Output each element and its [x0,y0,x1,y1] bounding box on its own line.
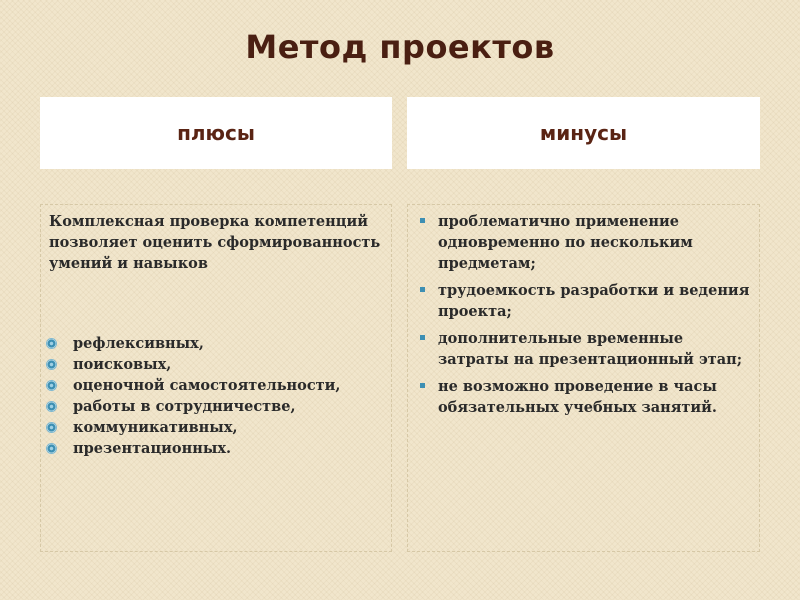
list-item-text: оценочной самостоятельности, [73,377,341,394]
gear-bullet-icon [47,402,56,411]
square-bullet-icon [420,287,425,292]
list-item [418,211,750,274]
list-item-text: презентационных. [73,440,232,457]
list-item [418,280,750,322]
page-title: Метод проектов [245,28,555,66]
list-item [47,354,377,375]
pros-header-label: плюсы [177,121,255,145]
pros-header [40,97,392,169]
list-item-text: коммуникативных, [73,419,238,436]
list-item-text: не возможно проведение в часы обязательных учебных занятий. [438,378,717,416]
list-item [418,376,750,418]
square-bullet-icon [420,218,425,223]
gear-bullet-icon [47,339,56,348]
cons-header-label: минусы [539,121,628,145]
cons-panel [407,204,760,552]
list-item-text: дополнительные временные затраты на презентационный этап; [438,330,743,368]
list-item-text: работы в сотрудничестве, [73,398,296,415]
square-bullet-icon [420,335,425,340]
pros-panel [40,204,392,552]
gear-bullet-icon [47,381,56,390]
gear-bullet-icon [47,444,56,453]
list-item [47,438,377,459]
cons-list [418,211,750,424]
list-item [47,396,377,417]
list-item [47,333,377,354]
list-item [418,328,750,370]
gear-bullet-icon [47,423,56,432]
list-item-text: рефлексивных, [73,335,204,352]
square-bullet-icon [420,383,425,388]
list-item-text: поисковых, [73,356,172,373]
pros-list [47,333,377,459]
list-item [47,417,377,438]
list-item-text: трудоемкость разработки и ведения проекта; [438,282,750,320]
list-item [47,375,377,396]
cons-header [407,97,760,169]
pros-intro: Комплексная проверка компетенций позволяет оценить сформированность умений и навыков [49,213,381,272]
gear-bullet-icon [47,360,56,369]
list-item-text: проблематично применение одновременно по нескольким предметам; [438,213,693,272]
